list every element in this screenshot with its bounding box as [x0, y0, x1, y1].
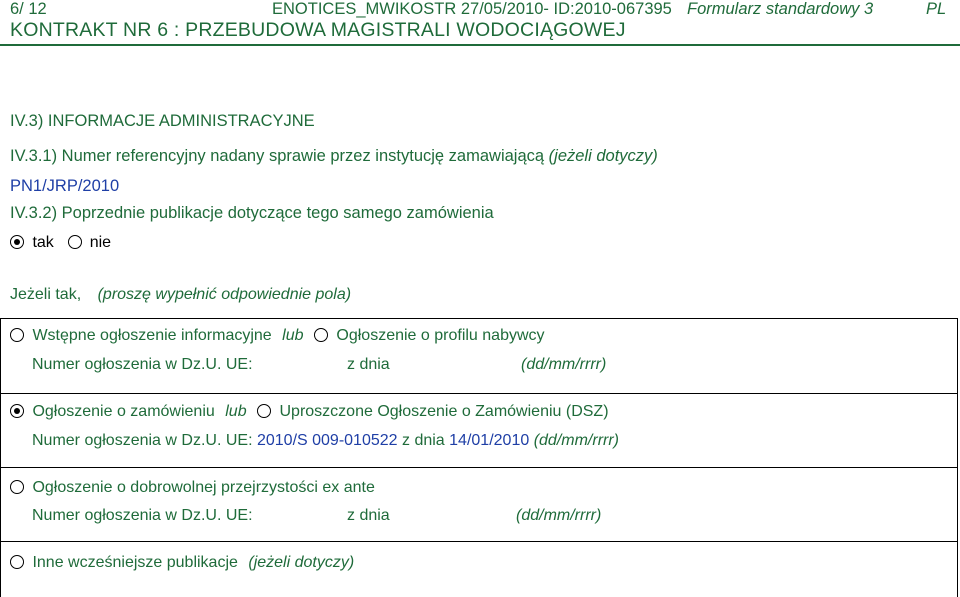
- page-number: 6/ 12: [10, 0, 47, 18]
- box1-options: [10, 327, 545, 345]
- document-title: KONTRAKT NR 6 : PRZEBUDOWA MAGISTRALI WODOCIĄGOWEJ: [10, 19, 626, 41]
- radio-no-icon[interactable]: [68, 235, 82, 249]
- form-name: Formularz standardowy 3: [687, 0, 874, 18]
- box3-options: [10, 479, 375, 497]
- box3-date-label: z dnia: [347, 507, 390, 524]
- or-label: lub: [282, 327, 304, 344]
- box1-date-format: (dd/mm/rrrr): [521, 356, 607, 373]
- box2-date-value: 14/01/2010: [449, 432, 530, 449]
- radio-other-publications-icon[interactable]: [10, 555, 24, 569]
- box2-number-value: 2010/S 009-010522: [256, 432, 398, 449]
- box3-date-format: (dd/mm/rrrr): [516, 507, 602, 524]
- section-heading: IV.3) INFORMACJE ADMINISTRACYJNE: [10, 112, 315, 130]
- other-publications-note: (jeżeli dotyczy): [248, 554, 355, 571]
- radio-simplified-notice-icon[interactable]: [257, 404, 271, 418]
- buyer-profile-label: Ogłoszenie o profilu nabywcy: [336, 327, 545, 344]
- previous-publications-label: IV.3.2) Poprzednie publikacje dotyczące tego samego zamówienia: [10, 204, 494, 222]
- radio-yes-label: tak: [32, 234, 54, 251]
- notice-id: ENOTICES_MWIKOSTR 27/05/2010- ID:2010-067395: [272, 0, 672, 18]
- radio-prior-info-icon[interactable]: [10, 328, 24, 342]
- radio-contract-notice-icon[interactable]: [10, 404, 24, 418]
- box1-number-label: Numer ogłoszenia w Dz.U. UE:: [32, 356, 253, 373]
- prior-info-label: Wstępne ogłoszenie informacyjne: [32, 327, 272, 344]
- ex-ante-label: Ogłoszenie o dobrowolnej przejrzystości ex ante: [32, 479, 375, 496]
- ref-number-value: PN1/JRP/2010: [10, 177, 120, 195]
- language-code: PL: [926, 0, 947, 18]
- box2-date-label: z dnia: [402, 432, 445, 449]
- contract-notice-label: Ogłoszenie o zamówieniu: [32, 403, 215, 420]
- radio-yes-icon[interactable]: [10, 235, 24, 249]
- header-divider: [0, 44, 960, 46]
- box3-number-label: Numer ogłoszenia w Dz.U. UE:: [32, 507, 253, 524]
- if-yes-label: Jeżeli tak, (proszę wypełnić odpowiednie pola): [10, 286, 352, 303]
- radio-buyer-profile-icon[interactable]: [314, 328, 328, 342]
- simplified-notice-label: Uproszczone Ogłoszenie o Zamówieniu (DSZ): [279, 403, 609, 420]
- other-publications-label: Inne wcześniejsze publikacje: [32, 554, 238, 571]
- box2-number-label: Numer ogłoszenia w Dz.U. UE:: [32, 432, 253, 449]
- box2-number-row: [32, 432, 619, 450]
- previous-publications-choice: [10, 234, 111, 252]
- box4-options: [10, 554, 354, 572]
- box1-date-label: z dnia: [347, 356, 390, 373]
- ref-number-label: IV.3.1) Numer referencyjny nadany sprawie przez instytucję zamawiającą (jeżeli dotyczy): [10, 147, 658, 165]
- box2-date-format: (dd/mm/rrrr): [533, 432, 619, 449]
- or-label: lub: [225, 403, 247, 420]
- ref-number-note: (jeżeli dotyczy): [548, 147, 658, 165]
- fill-fields-note: (proszę wypełnić odpowiednie pola): [97, 286, 352, 303]
- radio-no-label: nie: [89, 234, 112, 251]
- radio-ex-ante-icon[interactable]: [10, 480, 24, 494]
- box2-options: [10, 403, 609, 421]
